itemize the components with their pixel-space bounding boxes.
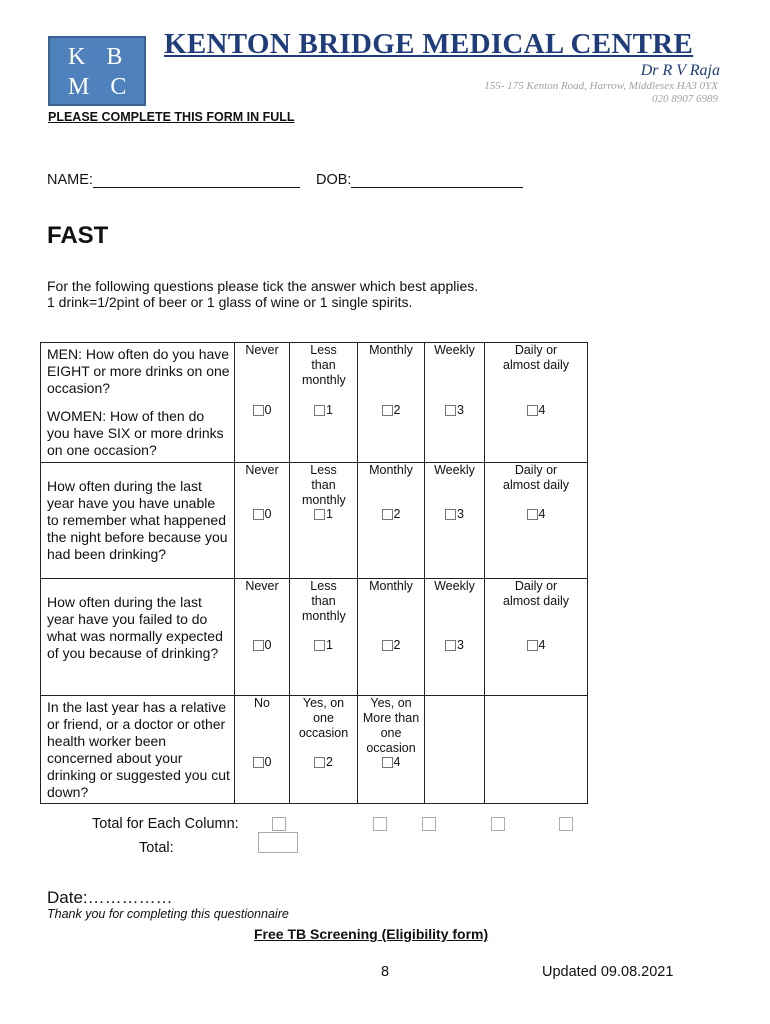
name-field[interactable] bbox=[47, 172, 300, 188]
answer-checkbox[interactable] bbox=[527, 509, 538, 520]
option-label: Monthly bbox=[369, 463, 413, 477]
option-label: Less than monthly bbox=[302, 579, 346, 623]
thanks-note: Thank you for completing this questionnaire bbox=[47, 907, 289, 921]
answer-checkbox[interactable] bbox=[527, 405, 538, 416]
date-field[interactable]: Date:…………… bbox=[47, 888, 173, 907]
option-label: Daily or almost daily bbox=[503, 579, 569, 608]
question-row bbox=[41, 579, 588, 696]
option-label: Less than monthly bbox=[302, 343, 346, 387]
score-value: 2 bbox=[326, 755, 333, 770]
column-total-box[interactable] bbox=[373, 817, 387, 831]
option-cell bbox=[290, 343, 358, 463]
question-text-cell bbox=[41, 463, 235, 579]
option-cell bbox=[358, 343, 425, 463]
score-value: 4 bbox=[538, 638, 546, 653]
answer-checkbox[interactable] bbox=[382, 757, 393, 768]
dob-underline[interactable] bbox=[351, 173, 523, 188]
option-label: Monthly bbox=[369, 579, 413, 593]
option-cell bbox=[235, 696, 290, 804]
option-cell bbox=[235, 343, 290, 463]
option-label: Never bbox=[245, 343, 279, 357]
option-cell bbox=[290, 463, 358, 579]
total-label: Total: bbox=[139, 840, 174, 856]
score-value: 1 bbox=[326, 507, 333, 522]
option-cell bbox=[425, 463, 485, 579]
option-label: Weekly bbox=[434, 463, 475, 477]
option-cell bbox=[235, 463, 290, 579]
column-total-label: Total for Each Column: bbox=[92, 816, 239, 832]
dob-label: DOB: bbox=[316, 172, 352, 188]
column-total-box[interactable] bbox=[422, 817, 436, 831]
score-value: 1 bbox=[326, 638, 333, 653]
score-value: 3 bbox=[457, 507, 464, 522]
question-1-women: WOMEN: How of then do you have SIX or more drinks on one occasion? bbox=[47, 408, 224, 458]
instruction-2: 1 drink=1/2pint of beer or 1 glass of wine or 1 single spirits. bbox=[47, 294, 413, 310]
option-label: Monthly bbox=[369, 343, 413, 357]
page-number: 8 bbox=[381, 964, 390, 980]
score-value: 3 bbox=[457, 638, 464, 653]
question-text-cell bbox=[41, 696, 235, 804]
option-cell bbox=[358, 696, 425, 804]
option-label: Less than monthly bbox=[302, 463, 346, 507]
option-cell bbox=[290, 579, 358, 696]
question-3-text: How often during the last year have you failed to do what was normally expected of you because of drinking? bbox=[47, 594, 223, 661]
name-underline[interactable] bbox=[93, 173, 300, 188]
answer-checkbox[interactable] bbox=[527, 640, 538, 651]
empty-cell bbox=[425, 696, 485, 804]
option-cell bbox=[485, 579, 588, 696]
option-label: Never bbox=[245, 579, 279, 593]
empty-cell bbox=[485, 696, 588, 804]
answer-checkbox[interactable] bbox=[382, 405, 393, 416]
logo-line-2: M C bbox=[68, 74, 130, 100]
option-label: Weekly bbox=[434, 579, 475, 593]
answer-checkbox[interactable] bbox=[382, 509, 393, 520]
score-value: 2 bbox=[393, 403, 401, 418]
option-cell bbox=[425, 579, 485, 696]
kbmc-logo bbox=[48, 36, 146, 106]
score-value: 1 bbox=[326, 403, 333, 418]
question-text-cell bbox=[41, 579, 235, 696]
clinic-name: KENTON BRIDGE MEDICAL CENTRE bbox=[164, 28, 694, 60]
answer-checkbox[interactable] bbox=[253, 405, 264, 416]
option-label: Yes, on More than one occasion bbox=[362, 696, 420, 755]
option-cell bbox=[235, 579, 290, 696]
option-cell bbox=[485, 463, 588, 579]
option-label: Daily or almost daily bbox=[503, 343, 569, 372]
answer-checkbox[interactable] bbox=[314, 509, 325, 520]
question-text-cell bbox=[41, 343, 235, 463]
complete-notice: PLEASE COMPLETE THIS FORM IN FULL bbox=[48, 110, 295, 124]
option-label: Yes, on one occasion bbox=[298, 696, 349, 740]
grand-total-box[interactable] bbox=[258, 832, 298, 853]
fast-questionnaire-table bbox=[40, 342, 588, 804]
score-value: 0 bbox=[264, 403, 272, 418]
updated-date: Updated 09.08.2021 bbox=[542, 964, 674, 980]
column-total-box[interactable] bbox=[559, 817, 573, 831]
answer-checkbox[interactable] bbox=[314, 405, 325, 416]
option-cell bbox=[358, 579, 425, 696]
column-total-box[interactable] bbox=[272, 817, 286, 831]
score-value: 2 bbox=[393, 507, 401, 522]
answer-checkbox[interactable] bbox=[253, 640, 264, 651]
score-value: 0 bbox=[264, 755, 272, 770]
question-row bbox=[41, 696, 588, 804]
score-value: 4 bbox=[538, 403, 546, 418]
option-cell bbox=[485, 343, 588, 463]
clinic-phone: 020 8907 6989 bbox=[652, 93, 718, 105]
score-value: 3 bbox=[457, 403, 464, 418]
dob-field[interactable] bbox=[316, 172, 523, 188]
question-row bbox=[41, 343, 588, 463]
doctor-name: Dr R V Raja bbox=[640, 62, 720, 79]
score-value: 2 bbox=[393, 638, 401, 653]
score-value: 4 bbox=[538, 507, 546, 522]
option-cell bbox=[425, 343, 485, 463]
question-1-men: MEN: How often do you have EIGHT or more drinks on one occasion? bbox=[47, 346, 230, 396]
score-value: 0 bbox=[264, 507, 272, 522]
question-4-text: In the last year has a relative or friend, or a doctor or other health worker been concerned about your drinking or suggested you cut down? bbox=[47, 699, 230, 800]
option-label: Never bbox=[245, 463, 279, 477]
clinic-address: 155- 175 Kenton Road, Harrow, Middlesex HA3 0YX bbox=[484, 80, 718, 92]
column-total-box[interactable] bbox=[491, 817, 505, 831]
option-cell bbox=[290, 696, 358, 804]
logo-line-1: K B bbox=[68, 44, 126, 70]
answer-checkbox[interactable] bbox=[445, 405, 456, 416]
answer-checkbox[interactable] bbox=[445, 509, 456, 520]
score-value: 0 bbox=[264, 638, 272, 653]
answer-checkbox[interactable] bbox=[314, 757, 325, 768]
answer-checkbox[interactable] bbox=[314, 640, 325, 651]
option-label: Daily or almost daily bbox=[503, 463, 569, 492]
answer-checkbox[interactable] bbox=[382, 640, 393, 651]
answer-checkbox[interactable] bbox=[253, 509, 264, 520]
option-label: No bbox=[254, 696, 270, 710]
instruction-1: For the following questions please tick the answer which best applies. bbox=[47, 278, 479, 294]
option-label: Weekly bbox=[434, 343, 475, 357]
answer-checkbox[interactable] bbox=[253, 757, 264, 768]
question-row bbox=[41, 463, 588, 579]
question-2-text: How often during the last year have you have unable to remember what happened the night before because you had been drinking? bbox=[47, 478, 228, 562]
tb-screening-link[interactable]: Free TB Screening (Eligibility form) bbox=[254, 926, 489, 942]
form-title: FAST bbox=[47, 222, 109, 249]
answer-checkbox[interactable] bbox=[445, 640, 456, 651]
option-cell bbox=[358, 463, 425, 579]
score-value: 4 bbox=[393, 755, 401, 770]
name-label: NAME: bbox=[47, 172, 93, 188]
